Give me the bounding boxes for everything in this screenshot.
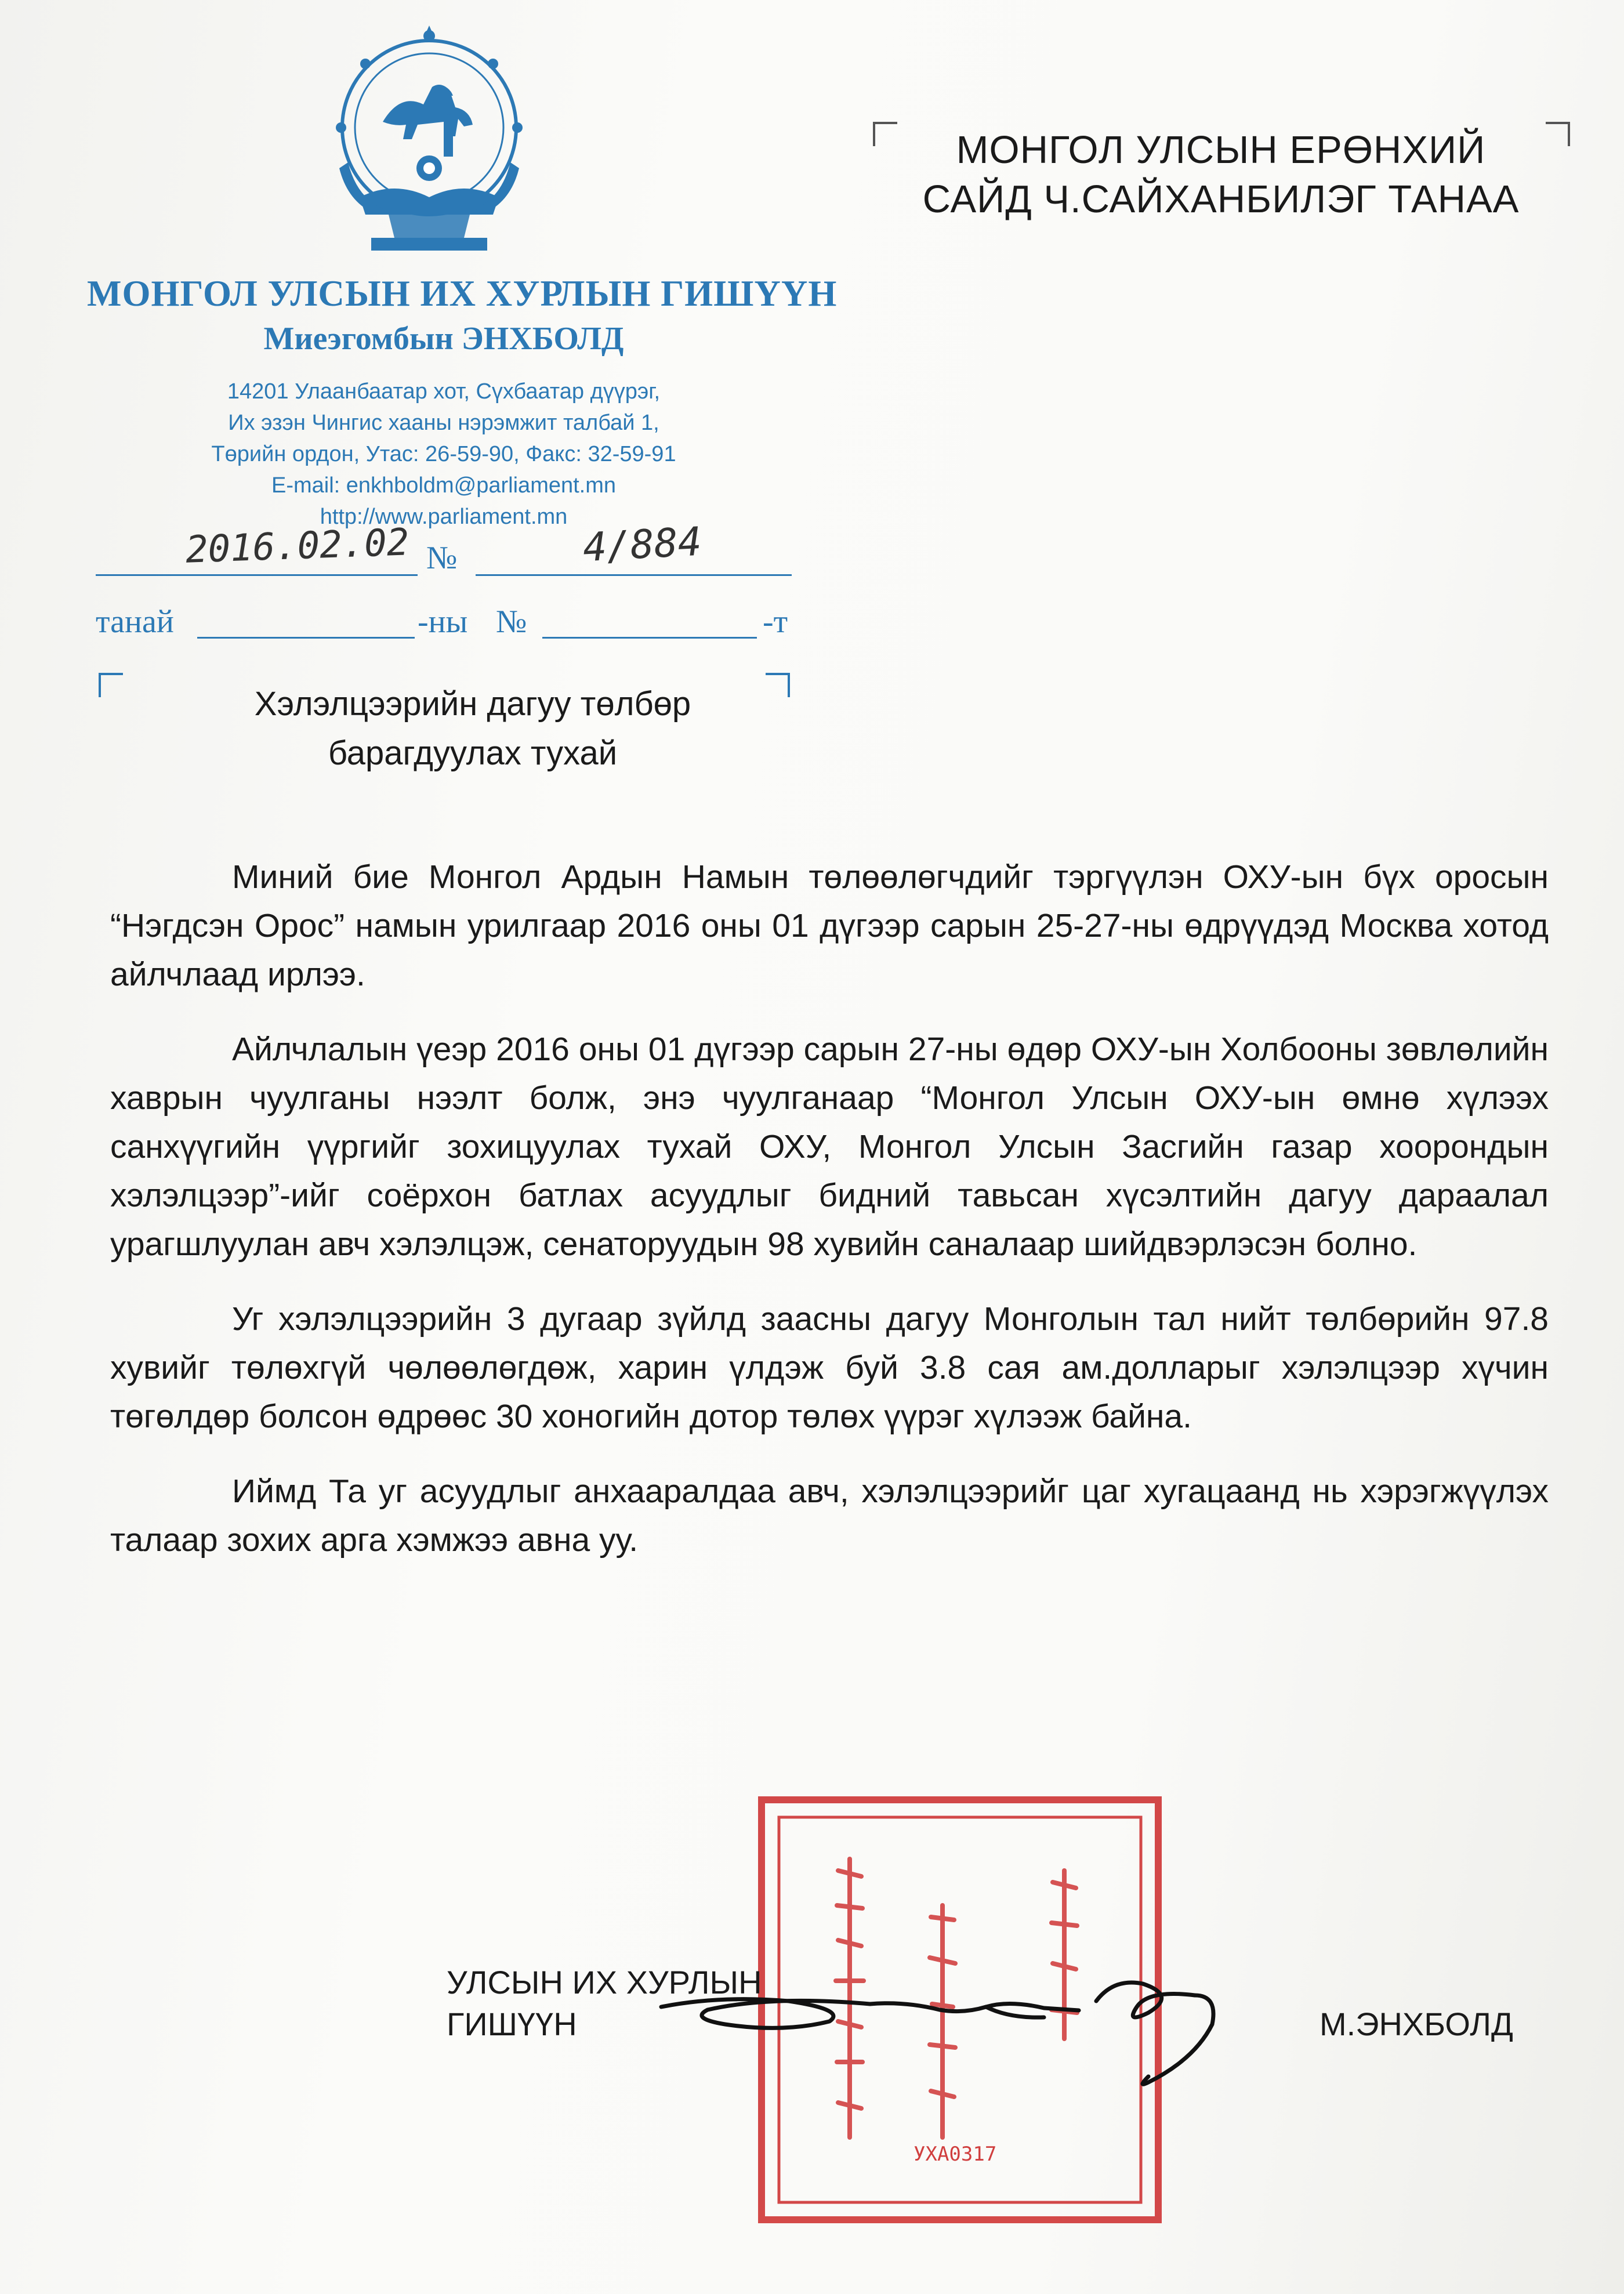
subject-bracket-left [99, 673, 123, 697]
letterhead-member-name: Миеэгомбын ЭНХБОЛД [263, 321, 624, 357]
letterhead-address-line: 14201 Улаанбаатар хот, Сүхбаатар дүүрэг, [227, 379, 661, 404]
signer-name: М.ЭНХБОЛД [1320, 2006, 1513, 2042]
stamp-code: УХА0317 [913, 2143, 997, 2166]
handwritten-date: 2016.02.02 [184, 521, 410, 572]
signer-position-line-1: УЛСЫН ИХ ХУРЛЫН [447, 1964, 762, 2001]
addressee-bracket-right [1546, 122, 1570, 146]
addressee-bracket-left [873, 122, 897, 146]
letterhead-address-line: Их эзэн Чингис хааны нэрэмжит талбай 1, [228, 411, 659, 435]
yours-number-underline [542, 637, 757, 639]
subject-line-2: барагдуулах тухай [328, 734, 618, 772]
yours-number-sign: № [496, 604, 527, 640]
letterhead-address-line: Төрийн ордон, Утас: 26-59-90, Факс: 32-59-91 [211, 442, 676, 466]
letter-body [110, 853, 1549, 1590]
body-paragraph: Иймд Та уг асуудлыг анхааралдаа авч, хэлэлцээрийг цаг хугацаанд нь хэрэгжүүлэх талаар зохих арга хэмжээ авна уу. [110, 1473, 1549, 1559]
handwritten-number: 4/884 [582, 519, 703, 571]
addressee-line-2: САЙД Ч.САЙХАНБИЛЭГ ТАНАА [922, 177, 1520, 221]
yours-suffix-ny: -ны [418, 604, 468, 640]
yours-suffix-t: -т [763, 604, 788, 640]
number-sign-label: № [426, 540, 458, 576]
state-emblem-icon [325, 23, 534, 273]
body-paragraph: Миний бие Монгол Ардын Намын төлөөлөгчдийг тэргүүлэн ОХУ-ын бүх оросын “Нэгдсэн Орос” намын урилгаар 2016 оны 01 дүгээр сарын 25-27-ны өдрүүдэд Москва хотод айлчлаад ирлээ. [110, 858, 1549, 993]
body-paragraph: Уг хэлэлцээрийн 3 дугаар зүйлд заасны дагуу Монголын тал нийт төлбөрийн 97.8 хувийг төлөхгүй чөлөөлөгдөж, харин үлдэж буй 3.8 сая ам.долларыг хэлэлцээр хүчин төгөлдөр болсон өдрөөс 30 хоногийн дотор төлөх үүрэг хүлээж байна. [110, 1300, 1549, 1435]
letterhead-email: E-mail: enkhboldm@parliament.mn [271, 473, 617, 498]
letterhead-website: http://www.parliament.mn [320, 505, 568, 529]
signer-position-line-2: ГИШҮҮН [447, 2006, 577, 2042]
addressee-line-1: МОНГОЛ УЛСЫН ЕРӨНХИЙ [956, 128, 1486, 172]
yours-date-underline [197, 637, 415, 639]
body-paragraph: Айлчлалын үеэр 2016 оны 01 дүгээр сарын 27-ны өдөр ОХУ-ын Холбооны зөвлөлийн хаврын чуулганы нээлт болж, энэ чуулганаар “Монгол Улсын ОХУ-ын өмнө хүлээх санхүүгийн үүргийг зохицуулах тухай ОХУ, Монгол Улсын Засгийн газар хоорондын хэлэлцээр”-ийг соёрхон батлах асуудлыг бидний тавьсан хүсэлтийн дагуу дараалал урагшлуулан авч хэлэлцэж, сенаторуудын 98 хувийн саналаар шийдвэрлэсэн болно. [110, 1031, 1549, 1263]
letterhead-title: МОНГОЛ УЛСЫН ИХ ХУРЛЫН ГИШҮҮН [87, 273, 838, 314]
subject-line-1: Хэлэлцээрийн дагуу төлбөр [254, 685, 691, 723]
date-underline [96, 574, 418, 576]
yours-label: танай [96, 604, 174, 640]
handwritten-signature [638, 1908, 1293, 2117]
number-underline [476, 574, 792, 576]
